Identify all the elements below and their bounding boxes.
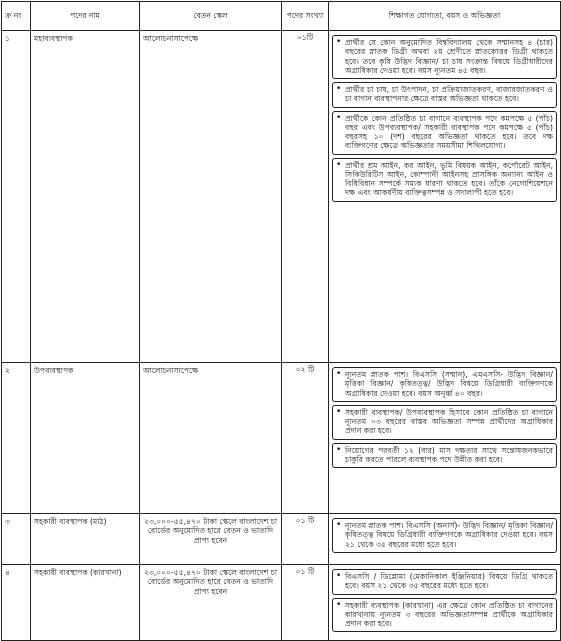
pay-scale-cell: ২৩,০০০-৫৫,৪৭০ টাকা স্কেলে বাংলাদেশ চা বোর্ডের অনুমোদিত হারে বেতন ও ভাতাদি প্রাপ্য হবেন bbox=[140, 565, 282, 641]
table-row bbox=[2, 565, 561, 641]
requirement-item: • প্রার্থীর যে কোন অনুমোদিত বিশ্ববিদ্যালয় থেকে সম্মানসহ ৪ (চার) বছরের স্নাতক ডিগ্রী অথবা ২য় শ্রেণীতে স্নাতকোত্তর ডিগ্রী থাকতে হবে। তবে কৃষি উদ্ভিদ বিজ্ঞান/ চা চাষ সংক্রান্ত বিষয়ে ডিগ্রীধারীদের অগ্রাধিকার দেওয়া হবে। বয়স ন্যূনতম ৪৫ বছর। bbox=[332, 35, 557, 79]
header-serial: ক্র নং bbox=[2, 2, 31, 31]
table-row bbox=[2, 514, 561, 565]
post-count-cell: ০১ টি bbox=[282, 514, 329, 565]
requirement-item: • নিয়োগের পরবর্তী ১২ (বার) মাস দক্ষতার সাথে সন্তোষজনকভাবে চাকুরি করতে পারলে ব্যবস্থাপক পদে উন্নীত করা হবে। bbox=[332, 443, 557, 469]
header-row bbox=[2, 2, 561, 31]
header-pay-scale: বেতন স্কেল bbox=[140, 2, 282, 31]
serial-cell: ২ bbox=[2, 363, 31, 514]
requirement-item: • প্রার্থীর শ্রম আইন, কর আইন, ভূমি বিষয়ক আইন, কর্পোরেট আইন, সিকিউরিটিস আইন, কোম্পানী আইনসহ প্রাসঙ্গিক অন্যান্য আইন ও বিধিবিধান সম্পর্কে সম্যক ধারণা থাকতে হবে। তাঁকে নেগোশিয়েশনে দক্ষ এবং আকর্ষণীয় ব্যক্তিত্বসম্পন্ন ও সদালাপী হতে হবে। bbox=[332, 158, 557, 202]
post-name-cell: সহকারী ব্যবস্থাপক (মাঠ) bbox=[31, 514, 140, 565]
post-name-cell: উপব্যবস্থাপক bbox=[31, 363, 140, 514]
requirement-item: • ন্যূনতম স্নাতক পাশ। বিএসসি (অনার্স)- উদ্ভিদ বিজ্ঞান/ মৃত্তিকা বিজ্ঞান/ কৃষিতত্ত্ব বিষয়ে ডিগ্রিধারী ব্যক্তিগণকে অগ্রাধিকার দেওয়া হবে। বয়স ২১ থেকে ৩৫ বছরের মধ্যে হতে হবে। bbox=[332, 518, 557, 553]
requirement-item: • প্রার্থীকে কোন প্রতিষ্ঠিত চা বাগানে ব্যবস্থাপক পদে কমপক্ষে ৫ (পাঁচ) বছর এবং উপব্যবস্থাপক/ সহকারী ব্যবস্থাপক পদে কমপক্ষে ৫ (পাঁচ) বছরসহ ১০ (দশ) বছরের অভিজ্ঞতা থাকতে হবে। তবে দক্ষ ব্যক্তিগণের ক্ষেত্রে অভিজ্ঞতার সময়সীমা শিথিলযোগ্য। bbox=[332, 111, 557, 155]
table-row bbox=[2, 31, 561, 363]
serial-cell: ৪ bbox=[2, 565, 31, 641]
requirement-item: • ন্যূনতম স্নাতক পাশ। বিএসসি (সম্মান), এমএসসি- উদ্ভিদ বিজ্ঞান/ মৃত্তিকা বিজ্ঞান/ কৃষিতত্ত্ব/ উদ্ভিদ বিষয়ে ডিগ্রিধারী ব্যক্তিগণকে অগ্রাধিকার দেওয়া হবে। বয়স অনূর্ধ্ব ৪০ বছর। bbox=[332, 367, 557, 402]
requirement-item: • বিএসসি / ডিপ্লোমা (মেকানিকাল ইঞ্জিনিয়ার) বিষয়ে ডিগ্রি থাকতে হবে। বয়স ২১ থেকে ৩৫ বছরের মধ্যে হতে হবে। bbox=[332, 569, 557, 595]
pay-scale-cell: আলোচনাসাপেক্ষে bbox=[140, 31, 282, 363]
post-name-cell: সহকারী ব্যবস্থাপক (কারখানা) bbox=[31, 565, 140, 641]
post-count-cell: ০২ টি bbox=[282, 363, 329, 514]
requirements-cell bbox=[329, 514, 561, 565]
header-post-count: পদের সংখ্যা bbox=[282, 2, 329, 31]
serial-cell: ৩ bbox=[2, 514, 31, 565]
table-row bbox=[2, 363, 561, 514]
requirement-item: • সহকারী ব্যবস্থাপক (কারখানা) এর ক্ষেত্রে কোন প্রতিষ্ঠিত চা বাগানের কারখানায় ন্যূনতম ৩ বছরের অভিজ্ঞতাসম্পন্ন প্রার্থীকে অগ্রাধিকার প্রদান করা হবে। bbox=[332, 598, 557, 633]
post-count-cell: ০১ টি bbox=[282, 565, 329, 641]
post-count-cell: ০১টি bbox=[282, 31, 329, 363]
serial-cell: ১ bbox=[2, 31, 31, 363]
header-post-name: পদের নাম bbox=[31, 2, 140, 31]
post-name-cell: মহাব্যবস্থাপক bbox=[31, 31, 140, 363]
requirements-cell bbox=[329, 565, 561, 641]
requirement-item: • সহকারী ব্যবস্থাপক/ উপব্যবস্থাপক হিসাবে কোন প্রতিষ্ঠিত চা বাগানে ন্যূনতম ০৩ বছরের বাস্তব অভিজ্ঞতা সম্পন্ন প্রার্থীদের অগ্রাধিকার প্রদান করা হবে। bbox=[332, 405, 557, 440]
requirements-cell bbox=[329, 363, 561, 514]
requirements-cell bbox=[329, 31, 561, 363]
job-circular-table bbox=[1, 1, 561, 641]
header-requirements: শিক্ষাগত যোগ্যতা, বয়স ও অভিজ্ঞতা bbox=[329, 2, 561, 31]
pay-scale-cell: আলোচনাসাপেক্ষে bbox=[140, 363, 282, 514]
pay-scale-cell: ২৩,০০০-৫৫,৪৭০ টাকা স্কেলে বাংলাদেশ চা বোর্ডের অনুমোদিত হারে বেতন ও ভাতাদি প্রাপ্য হবেন bbox=[140, 514, 282, 565]
requirement-item: • প্রার্থীর চা চাষ, চা উৎপাদন, চা প্রক্রিয়াজাতকরণ, বাজারজাতকরণ ও চা বাগান ব্যবস্থাপনার ক্ষেত্রে বাস্তব অভিজ্ঞতা থাকতে হবে। bbox=[332, 82, 557, 108]
